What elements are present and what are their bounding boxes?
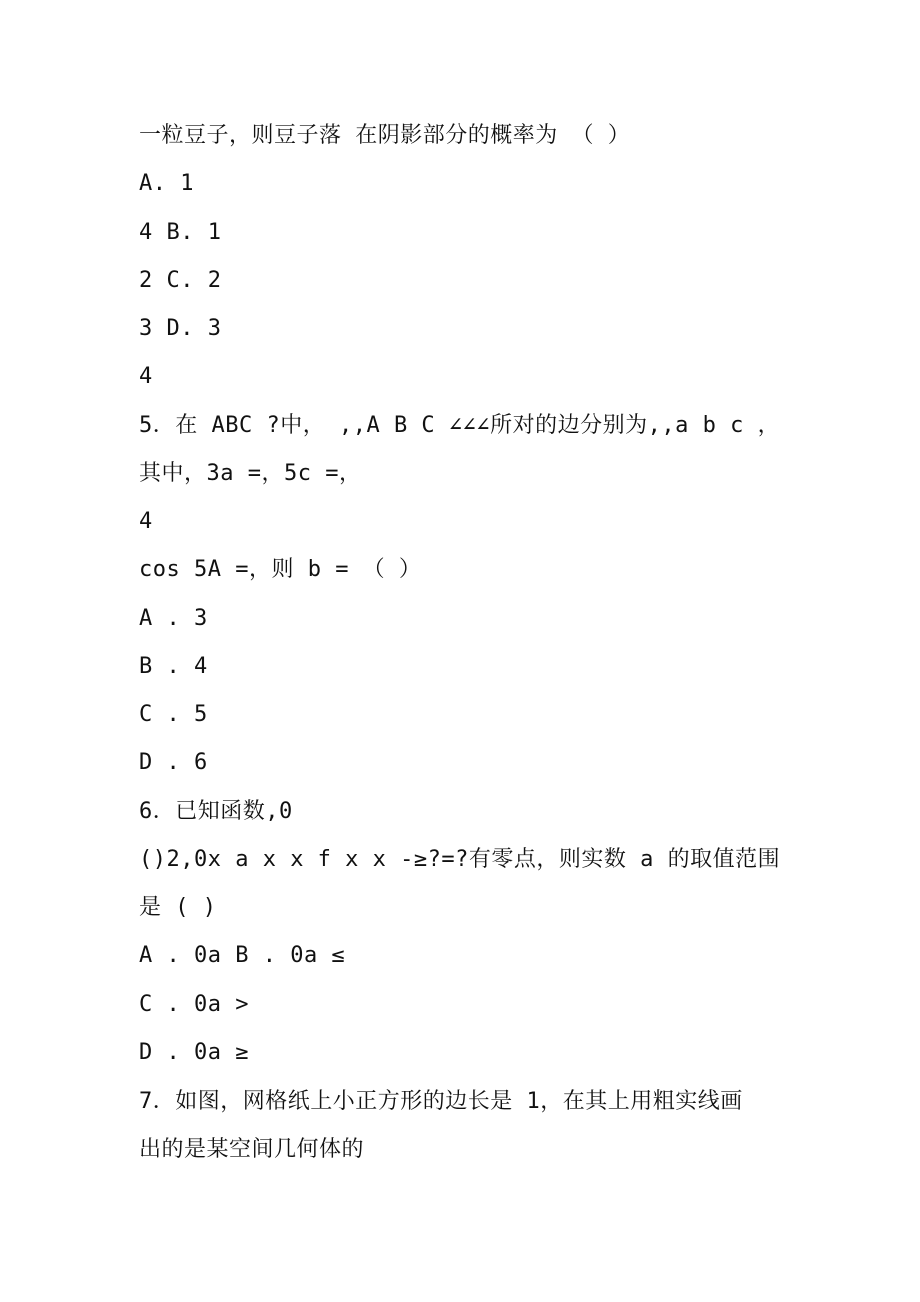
text-line-6: 4 [139, 364, 153, 389]
option-c: C . 5 [139, 702, 208, 727]
text-line-4: 2 C. 2 [139, 268, 222, 293]
text-line-5: 3 D. 3 [139, 316, 222, 341]
question-6-stem: 6．已知函数,0 [139, 799, 293, 824]
text-line-10: cos 5A =，则 b = （ ） [139, 557, 422, 582]
text-line-1: 一粒豆子，则豆子落 在阴影部分的概率为 （ ） [139, 123, 631, 148]
text-line-9: 4 [139, 509, 153, 534]
text-line-22: 出的是某空间几何体的 [139, 1137, 365, 1162]
option-d: D . 6 [139, 750, 208, 775]
question-5-stem: 5．在 ABC ?中， ,,A B C ∠∠∠所对的边分别为,,a b c ， [139, 413, 781, 438]
option-d: D . 0a ≥ [139, 1040, 249, 1065]
text-line-17: 是 ( ) [139, 895, 217, 920]
text-line-2: A. 1 [139, 171, 194, 196]
question-7-stem: 7．如图，网格纸上小正方形的边长是 1，在其上用粗实线画 [139, 1089, 743, 1114]
text-line-3: 4 B. 1 [139, 220, 222, 245]
option-ab: A . 0a B . 0a ≤ [139, 943, 346, 968]
option-c: C . 0a > [139, 992, 249, 1017]
option-a: A . 3 [139, 606, 208, 631]
text-line-8: 其中，3a =，5c =， [139, 461, 362, 486]
option-b: B . 4 [139, 654, 208, 679]
text-line-16: ()2,0x a x x f x x -≥?=?有零点，则实数 a 的取值范围 [139, 847, 781, 872]
